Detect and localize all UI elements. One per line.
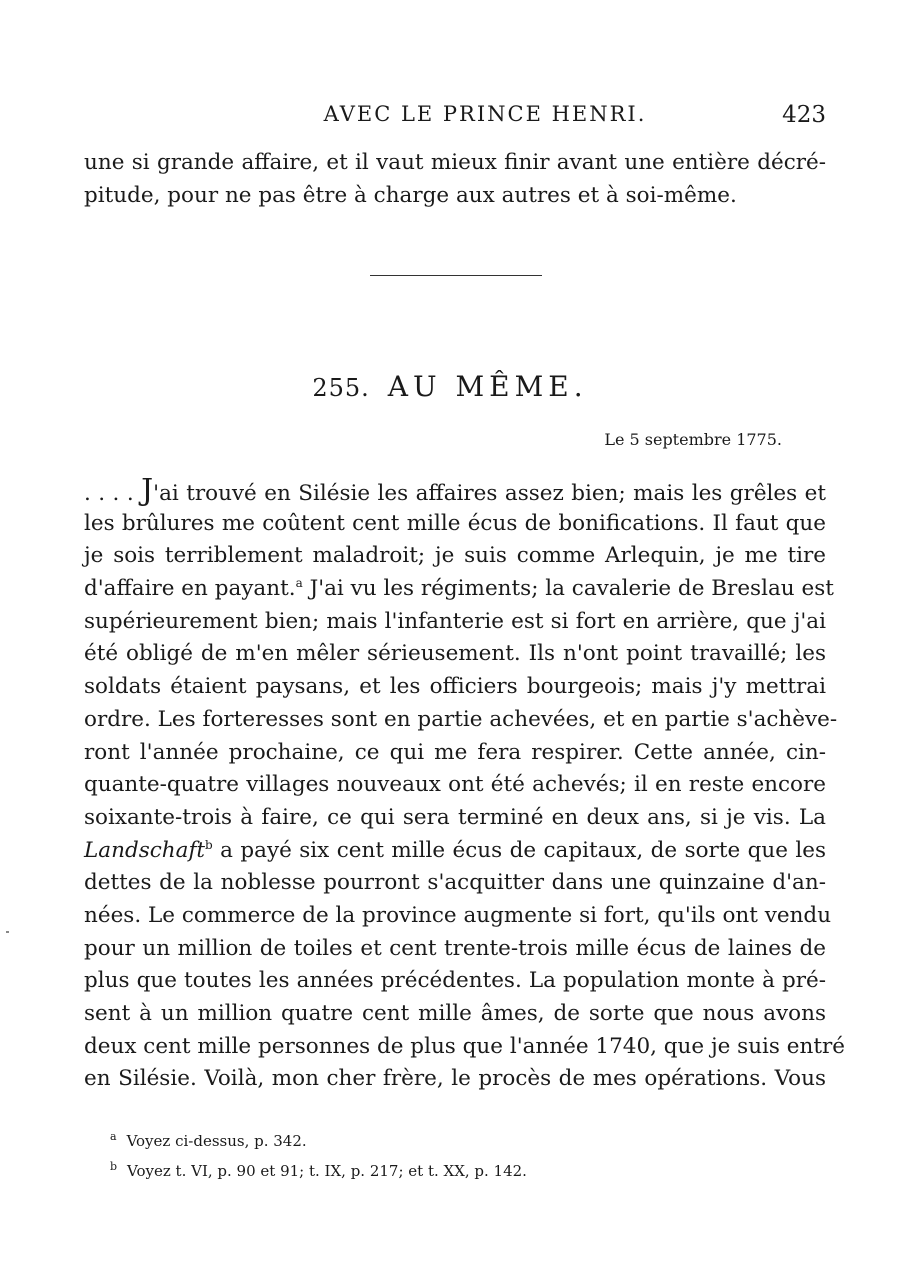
text-line: soixante-trois à faire, ce qui sera terminé en deux ans, si je vis. La [84,804,826,830]
text-line: pitude, pour ne pas être à charge aux autres et à soi-même. [84,182,737,208]
running-head [84,100,826,132]
drop-cap: J [141,473,154,508]
text-line: supérieurement bien; mais l'infanterie est si fort en arrière, que j'ai [84,608,826,634]
footnote-b [110,1154,527,1184]
opening-ellipsis: . . . . [84,481,134,506]
letter-body [84,473,846,1096]
text-line: je sois terriblement maladroit; je suis comme Arlequin, je me tire [84,543,826,569]
text-line: ront l'année prochaine, ce qui me fera respirer. Cette année, cin- [84,739,826,765]
text-line: pour un million de toiles et cent trente-trois mille écus de laines de [84,935,826,961]
letter-date: Le 5 septembre 1775. [604,430,782,449]
footnote-mark: b [110,1160,118,1173]
letter-title: AU MÊME. [387,370,588,403]
text-line: les brûlures me coûtent cent mille écus de bonifications. Il faut que [84,510,826,536]
footnotes [110,1124,527,1184]
line-text: a payé six cent mille écus de capitaux, de sorte que les [212,837,826,863]
text-line [84,573,834,606]
footnote-a [110,1124,527,1154]
text-line: plus que toutes les années précédentes. La population monte à pré- [84,968,826,994]
text-line: quante-quatre villages nouveaux ont été achevés; il en reste encore [84,772,826,798]
footnote-text: Voyez t. VI, p. 90 et 91; t. IX, p. 217; et t. XX, p. 142. [127,1162,527,1180]
footnote-mark: a [110,1130,117,1143]
page-number: 423 [782,102,826,128]
footnote-text: Voyez ci-dessus, p. 342. [126,1132,307,1150]
text-line: nées. Le commerce de la province augmente si fort, qu'ils ont vendu [84,902,832,928]
footnote-ref-a[interactable]: a [295,575,303,590]
scan-speck [6,931,9,933]
running-title: AVEC LE PRINCE HENRI. [323,102,647,126]
text-line: deux cent mille personnes de plus que l'année 1740, que je suis entré [84,1033,846,1059]
italic-term: Landschaft [84,837,206,863]
letter-heading [0,370,900,403]
line-text: 'ai trouvé en Silésie les affaires assez bien; mais les grêles et [153,481,826,506]
text-line: une si grande affaire, et il vaut mieux finir avant une entière décré- [84,150,826,175]
text-line: soldats étaient paysans, et les officiers bourgeois; mais j'y mettrai [84,674,826,700]
text-line: en Silésie. Voilà, mon cher frère, le procès de mes opérations. Vous [84,1066,826,1092]
section-divider [370,275,542,276]
text-line: été obligé de m'en mêler sérieusement. Ils n'ont point travaillé; les [84,641,826,667]
letter-number: 255. [312,374,370,402]
continued-paragraph [84,147,826,212]
line-text: J'ai vu les régiments; la cavalerie de Breslau est [302,576,834,602]
line-text: d'affaire en payant. [84,576,296,602]
text-line: ordre. Les forteresses sont en partie achevées, et en partie s'achève- [84,706,838,732]
text-line: sent à un million quatre cent mille âmes, de sorte que nous avons [84,1001,826,1026]
text-line: dettes de la noblesse pourront s'acquitter dans une quinzaine d'an- [84,870,826,896]
footnote-ref-b[interactable]: b [205,837,213,852]
text-line [84,835,826,868]
text-line [84,475,826,508]
